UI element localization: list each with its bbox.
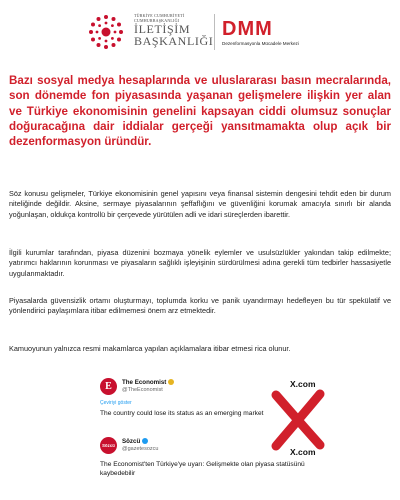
- organization-name: [134, 13, 214, 47]
- verified-badge-icon: [168, 379, 174, 385]
- paragraph-4: Kamuoyunun yalnızca resmi makamlarca yapılan açıklamalara itibar etmesi rica olunur.: [9, 344, 291, 353]
- tweet-text: The country could lose its status as an emerging market: [100, 410, 264, 417]
- org-line-big-2: BAŞKANLIĞI: [134, 34, 214, 48]
- headline: Bazı sosyal medya hesaplarında ve uluslararası basın mecralarında, son dönemde fon piyasasında yaşanan gelişmelere ilişkin yer alan ve Türkiye ekonomisinin genelini kapsayan ciddi olumsuz sonuçlar doğuracağına dair iddialar gerçeği yansıtmamakta olup açık bir dezenformasyon üründür.: [9, 74, 391, 149]
- dmm-subtitle: Dezenformasyonla Mücadele Merkezi: [222, 41, 299, 46]
- tweet-author-name: [122, 379, 174, 386]
- presidency-seal-icon: [86, 12, 126, 52]
- translate-link[interactable]: Çeviriyi göster: [100, 400, 132, 406]
- economist-avatar: E: [100, 378, 117, 395]
- platform-label-1: X.com: [290, 379, 316, 389]
- tweet-text: The Economist'ten Türkiye'ye uyarı: Gelişmekte olan piyasa statüsünü kaybedebilir: [100, 461, 305, 477]
- tweet-author-handle: @TheEconomist: [122, 387, 163, 393]
- paragraph-1: Söz konusu gelişmeler, Türkiye ekonomisinin genel yapısını veya finansal sistemin dengesini tehdit eden bir durum niteliğinde değildir. Aksine, sermaye piyasalarının şeffaflığını ve güvenliğini korumak amacıyla sınırlı bir alanda yoğunlaşan, oldukça kontrollü bir çerçevede yürütülen adli ve idari süreçlerden ibarettir.: [9, 189, 391, 219]
- platform-label-2: X.com: [290, 447, 316, 457]
- sozcu-avatar: Sözcü: [100, 437, 117, 454]
- tweet-author-name-text: The Economist: [122, 379, 167, 386]
- tweet-author-name: [122, 438, 148, 445]
- verified-badge-icon: [142, 438, 148, 444]
- dmm-logo: DMM: [222, 18, 273, 40]
- red-cross-icon: [268, 389, 328, 451]
- paragraph-3: Piyasalarda güvensizlik ortamı oluşturmayı, toplumda korku ve panik uyandırmayı hedefleyen bu tür spekülatif ve yönlendirici paylaşımlara itibar edilmemesi önem arz etmektedir.: [9, 296, 391, 316]
- tweet-author-handle: @gazetesozcu: [122, 446, 159, 452]
- header: [0, 0, 400, 62]
- org-line-big-1: İLETİŞİM: [134, 22, 191, 36]
- paragraph-2: İlgili kurumlar tarafından, piyasa düzenini bozmaya yönelik eylemler ve usulsüzlükler yakından takip edilmekte; yatırımcı haklarının korunması ve piyasaların sağlıklı işleyişinin sürdürülmesi adına gerekli tüm tedbirler hassasiyetle uygulanmaktadır.: [9, 248, 391, 278]
- org-line-small-1: TÜRKİYE CUMHURİYETİ: [134, 13, 185, 18]
- header-divider: [214, 14, 215, 50]
- org-line-small-2: CUMHURBAŞKANLIĞI: [134, 18, 180, 23]
- tweet-author-name-text: Sözcü: [122, 438, 141, 445]
